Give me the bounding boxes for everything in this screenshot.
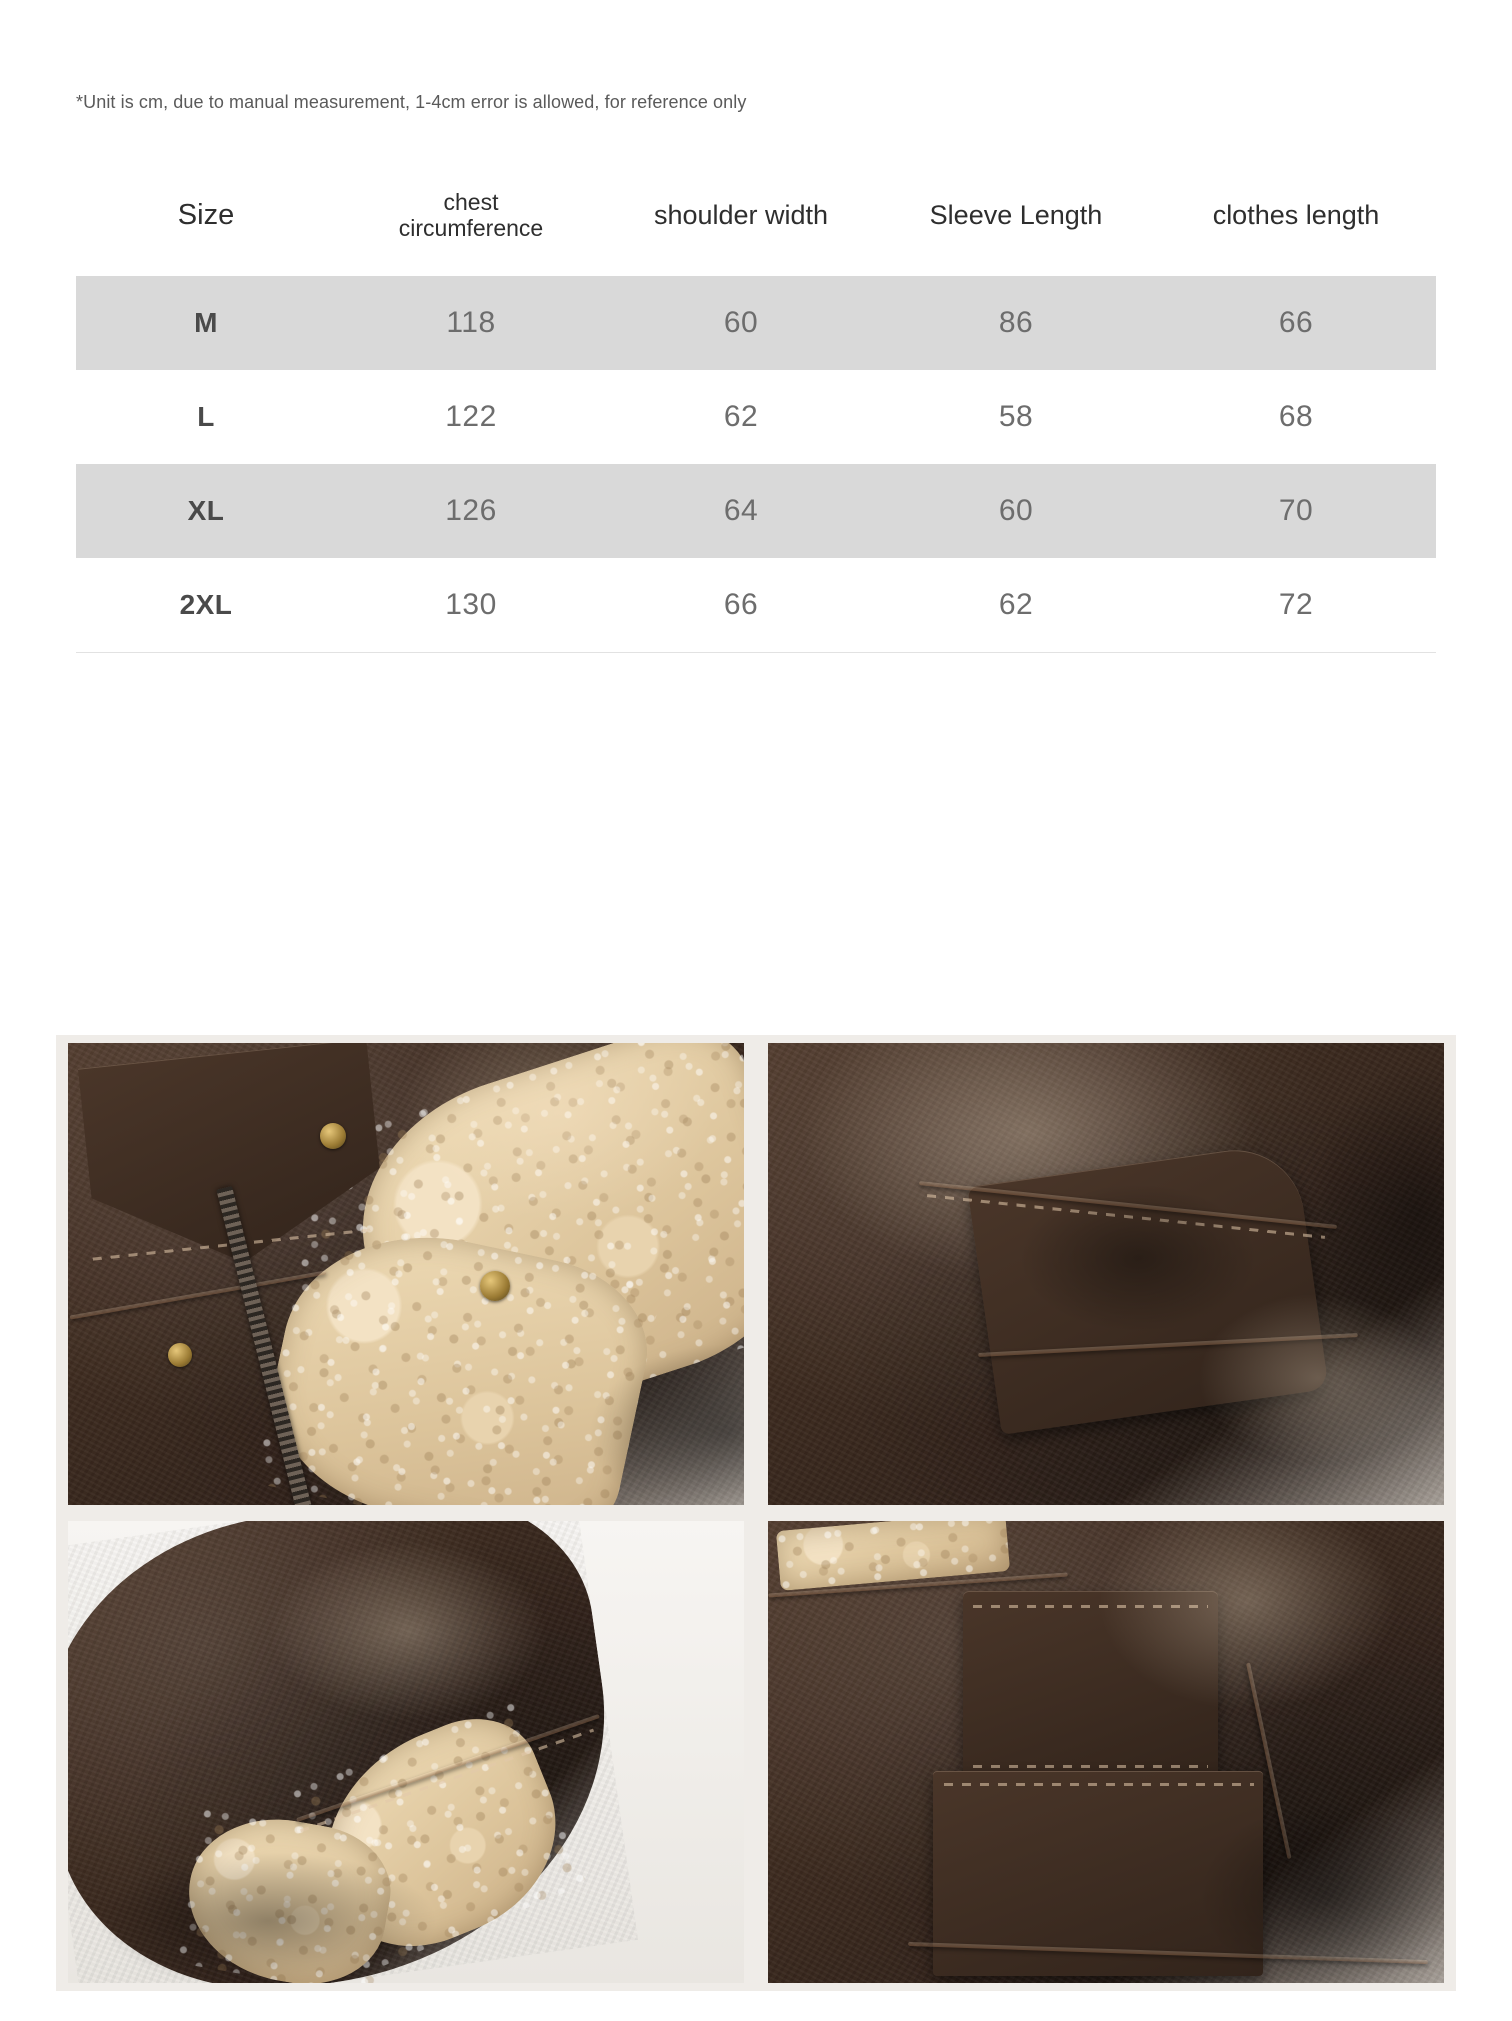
cell-sleeve: 86 bbox=[876, 276, 1156, 370]
table-row bbox=[76, 464, 1436, 558]
size-chart-header bbox=[76, 160, 1436, 276]
product-photo-gallery bbox=[56, 1035, 1456, 1991]
cell-shoulder: 62 bbox=[606, 370, 876, 464]
cell-size: 2XL bbox=[76, 558, 336, 653]
cell-shoulder: 66 bbox=[606, 558, 876, 653]
cell-size: XL bbox=[76, 464, 336, 558]
cell-sleeve: 58 bbox=[876, 370, 1156, 464]
cell-chest: 126 bbox=[336, 464, 606, 558]
photo-zipper-fleece-detail bbox=[56, 1035, 756, 1513]
column-header-chest-circumference bbox=[336, 160, 606, 276]
photo-chest-pocket-detail bbox=[756, 1513, 1456, 1991]
photo-zipper-fleece-detail-image bbox=[68, 1043, 744, 1505]
photo-chest-pocket-detail-image bbox=[768, 1521, 1444, 1983]
chest-header-line2: circumference bbox=[398, 214, 544, 241]
cell-length: 66 bbox=[1156, 276, 1436, 370]
size-chart-body bbox=[76, 276, 1436, 653]
cell-length: 72 bbox=[1156, 558, 1436, 653]
column-header-sleeve-length: Sleeve Length bbox=[876, 160, 1156, 276]
cell-length: 68 bbox=[1156, 370, 1436, 464]
column-header-shoulder-width: shoulder width bbox=[606, 160, 876, 276]
cell-chest: 122 bbox=[336, 370, 606, 464]
cell-sleeve: 62 bbox=[876, 558, 1156, 653]
photo-cuff-detail-image bbox=[68, 1521, 744, 1983]
cell-size: L bbox=[76, 370, 336, 464]
chest-header-line1: chest bbox=[443, 189, 499, 215]
table-row bbox=[76, 558, 1436, 653]
cell-size: M bbox=[76, 276, 336, 370]
cell-shoulder: 64 bbox=[606, 464, 876, 558]
photo-cuff-detail bbox=[56, 1513, 756, 1991]
photo-side-pocket-detail bbox=[756, 1035, 1456, 1513]
size-chart-table bbox=[76, 160, 1436, 653]
cell-chest: 118 bbox=[336, 276, 606, 370]
cell-length: 70 bbox=[1156, 464, 1436, 558]
column-header-clothes-length: clothes length bbox=[1156, 160, 1436, 276]
cell-chest: 130 bbox=[336, 558, 606, 653]
table-row bbox=[76, 370, 1436, 464]
cell-sleeve: 60 bbox=[876, 464, 1156, 558]
measurement-note: *Unit is cm, due to manual measurement, 1-4cm error is allowed, for reference only bbox=[76, 92, 747, 112]
column-header-size: Size bbox=[76, 160, 336, 276]
cell-shoulder: 60 bbox=[606, 276, 876, 370]
photo-side-pocket-detail-image bbox=[768, 1043, 1444, 1505]
table-row bbox=[76, 276, 1436, 370]
